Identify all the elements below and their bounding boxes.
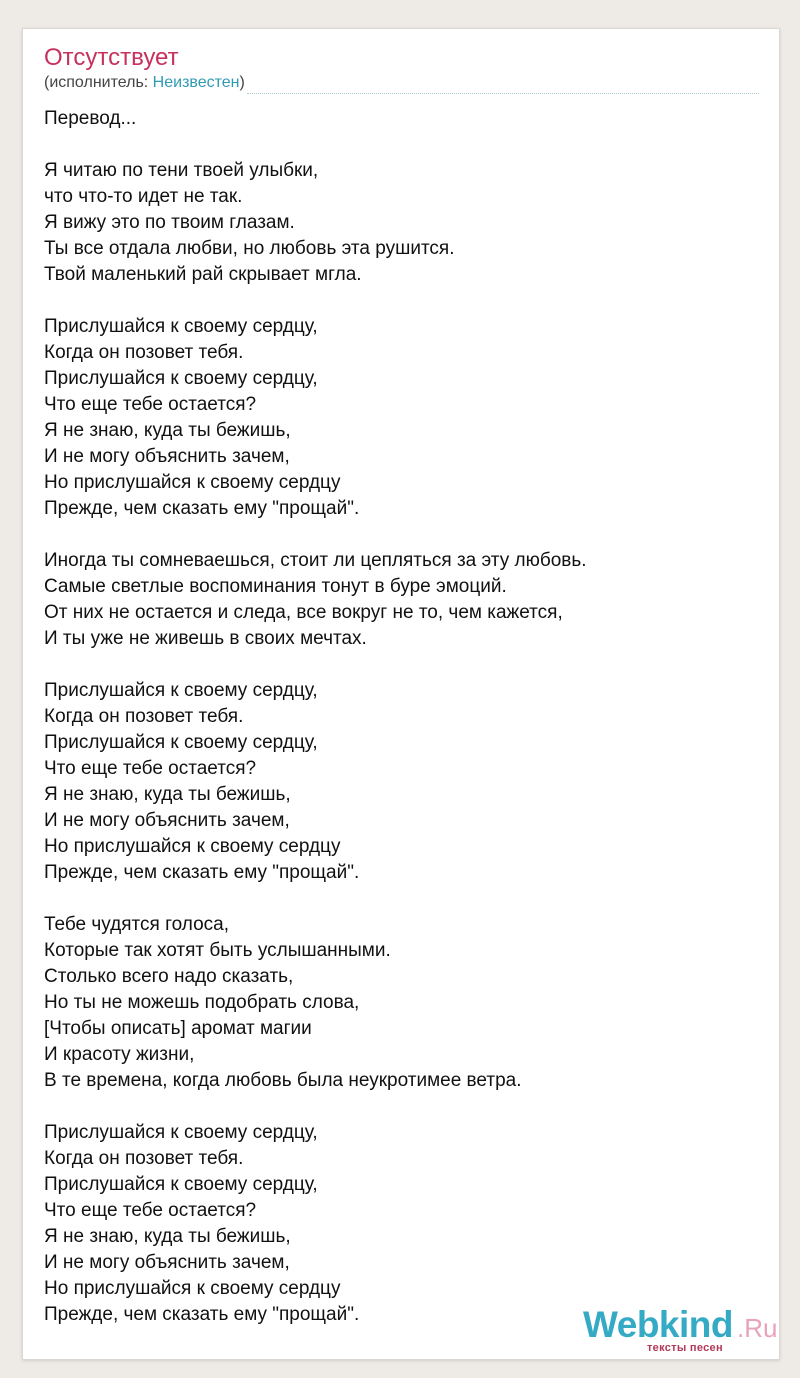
song-title: Отсутствует xyxy=(44,44,179,71)
lyrics-line: Я не знаю, куда ты бежишь, xyxy=(44,784,291,805)
lyrics-line: Когда он позовет тебя. xyxy=(44,1148,244,1169)
lyrics-line: что что-то идет не так. xyxy=(44,186,243,207)
lyrics-line: [Чтобы описать] аромат магии xyxy=(44,1018,312,1039)
lyrics-line: В те времена, когда любовь была неукротимее ветра. xyxy=(44,1070,522,1091)
lyrics-blank-line xyxy=(44,1094,587,1120)
lyrics-line: Я не знаю, куда ты бежишь, xyxy=(44,1226,291,1247)
lyrics-line: Прислушайся к своему сердцу, xyxy=(44,368,318,389)
meta-suffix: ) xyxy=(239,74,245,91)
lyrics-line: И ты уже не живешь в своих мечтах. xyxy=(44,628,367,649)
lyrics-line: Ты все отдала любви, но любовь эта рушится. xyxy=(44,238,455,259)
site-logo[interactable] xyxy=(583,1304,778,1355)
lyrics-line: И не могу объяснить зачем, xyxy=(44,1252,290,1273)
lyrics-line: Когда он позовет тебя. xyxy=(44,342,244,363)
lyrics-line: Самые светлые воспоминания тонут в буре эмоций. xyxy=(44,576,507,597)
lyrics-line: Я вижу это по твоим глазам. xyxy=(44,212,295,233)
logo-tld: .Ru xyxy=(737,1313,778,1343)
lyrics-line: Тебе чудятся голоса, xyxy=(44,914,229,935)
lyrics-text xyxy=(44,106,587,1328)
lyrics-line: Я читаю по тени твоей улыбки, xyxy=(44,160,319,181)
artist-link[interactable]: Неизвестен xyxy=(152,74,240,91)
lyrics-line: Прежде, чем сказать ему "прощай". xyxy=(44,498,360,519)
lyrics-blank-line xyxy=(44,288,587,314)
lyrics-line: Прежде, чем сказать ему "прощай". xyxy=(44,862,360,883)
lyrics-line: Прислушайся к своему сердцу, xyxy=(44,316,318,337)
logo-name: Webkind xyxy=(583,1304,733,1345)
lyrics-line: Но прислушайся к своему сердцу xyxy=(44,1278,341,1299)
lyrics-line: Что еще тебе остается? xyxy=(44,1200,257,1221)
lyrics-line: Которые так хотят быть услышанными. xyxy=(44,940,391,961)
lyrics-line: Твой маленький рай скрывает мгла. xyxy=(44,264,362,285)
lyrics-card xyxy=(22,28,780,1360)
lyrics-line: Прислушайся к своему сердцу, xyxy=(44,732,318,753)
lyrics-line: Столько всего надо сказать, xyxy=(44,966,294,987)
lyrics-line: Но прислушайся к своему сердцу xyxy=(44,472,341,493)
lyrics-line: Иногда ты сомневаешься, стоит ли цепляться за эту любовь. xyxy=(44,550,587,571)
lyrics-line: Прислушайся к своему сердцу, xyxy=(44,680,318,701)
lyrics-blank-line xyxy=(44,886,587,912)
lyrics-line: Прежде, чем сказать ему "прощай". xyxy=(44,1304,360,1325)
lyrics-line: Перевод... xyxy=(44,108,137,129)
lyrics-line: Прислушайся к своему сердцу, xyxy=(44,1122,318,1143)
lyrics-line: Но прислушайся к своему сердцу xyxy=(44,836,341,857)
lyrics-line: И не могу объяснить зачем, xyxy=(44,446,290,467)
song-meta xyxy=(44,73,245,93)
lyrics-line: Я не знаю, куда ты бежишь, xyxy=(44,420,291,441)
lyrics-blank-line xyxy=(44,132,587,158)
logo-tagline: тексты песен xyxy=(647,1342,723,1354)
lyrics-blank-line xyxy=(44,652,587,678)
lyrics-blank-line xyxy=(44,522,587,548)
lyrics-line: Но ты не можешь подобрать слова, xyxy=(44,992,360,1013)
lyrics-line: Когда он позовет тебя. xyxy=(44,706,244,727)
lyrics-line: От них не остается и следа, все вокруг не то, чем кажется, xyxy=(44,602,563,623)
lyrics-line: Что еще тебе остается? xyxy=(44,758,257,779)
title-separator xyxy=(247,93,759,94)
lyrics-line: Что еще тебе остается? xyxy=(44,394,257,415)
lyrics-line: Прислушайся к своему сердцу, xyxy=(44,1174,318,1195)
meta-prefix: (исполнитель: xyxy=(44,74,153,91)
lyrics-line: И не могу объяснить зачем, xyxy=(44,810,290,831)
lyrics-line: И красоту жизни, xyxy=(44,1044,195,1065)
